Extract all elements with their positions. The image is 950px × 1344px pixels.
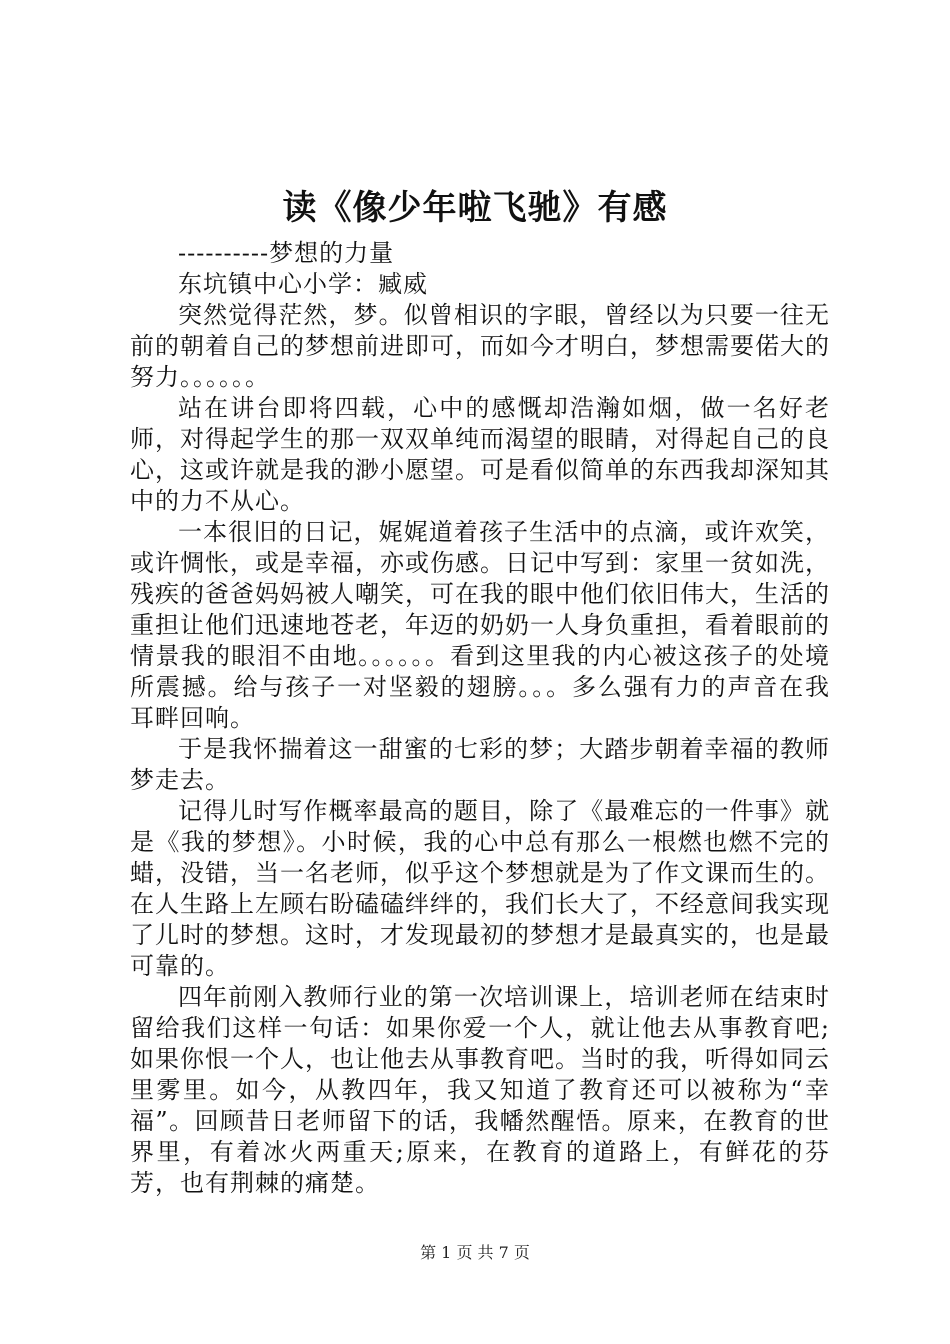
paragraph: 一本很旧的日记，娓娓道着孩子生活中的点滴，或许欢笑，或许惆怅，或是幸福，亦或伤感。日记中写到：家里一贫如洗，残疾的爸爸妈妈被人嘲笑，可在我的眼中他们依旧伟大，生活的重担让他们迅速地苍老，年迈的奶奶一人身负重担，看着眼前的情景我的眼泪不由地。。。。。。看到这里我的内心被这孩子的处境所震撼。给与孩子一对坚毅的翅膀。。。多么强有力的声音在我耳畔回响。	[130, 518, 830, 732]
document-body	[130, 238, 830, 1199]
paragraph: 突然觉得茫然，梦。似曾相识的字眼，曾经以为只要一往无前的朝着自己的梦想前进即可，而如今才明白，梦想需要偌大的努力。。。。。。	[130, 301, 830, 391]
page-footer: 第 1 页 共 7 页	[420, 1243, 530, 1262]
author-line: 东坑镇中心小学：臧威	[178, 270, 428, 298]
paragraph: 记得儿时写作概率最高的题目，除了《最难忘的一件事》就是《我的梦想》。小时候，我的心中总有那么一根燃也燃不完的蜡，没错，当一名老师，似乎这个梦想就是为了作文课而生的。在人生路上左顾右盼磕磕绊绊的，我们长大了，不经意间我实现了儿时的梦想。这时，才发现最初的梦想才是最真实的，也是最可靠的。	[130, 797, 830, 980]
subtitle: ----------梦想的力量	[178, 239, 395, 267]
paragraph: 四年前刚入教师行业的第一次培训课上，培训老师在结束时留给我们这样一句话：如果你爱一个人，就让他去从事教育吧;如果你恨一个人，也让他去从事教育吧。当时的我，听得如同云里雾里。如今，从教四年，我又知道了教育还可以被称为“幸福”。回顾昔日老师留下的话，我幡然醒悟。原来，在教育的世界里，有着冰火两重天;原来，在教育的道路上，有鲜花的芬芳，也有荆棘的痛楚。	[130, 983, 830, 1197]
page-title: 读《像少年啦飞驰》有感	[282, 188, 668, 228]
paragraph: 站在讲台即将四载，心中的感慨却浩瀚如烟，做一名好老师，对得起学生的那一双双单纯而渴望的眼睛，对得起自己的良心，这或许就是我的渺小愿望。可是看似简单的东西我却深知其中的力不从心。	[130, 394, 830, 515]
paragraph: 于是我怀揣着这一甜蜜的七彩的梦；大踏步朝着幸福的教师梦走去。	[130, 735, 830, 794]
